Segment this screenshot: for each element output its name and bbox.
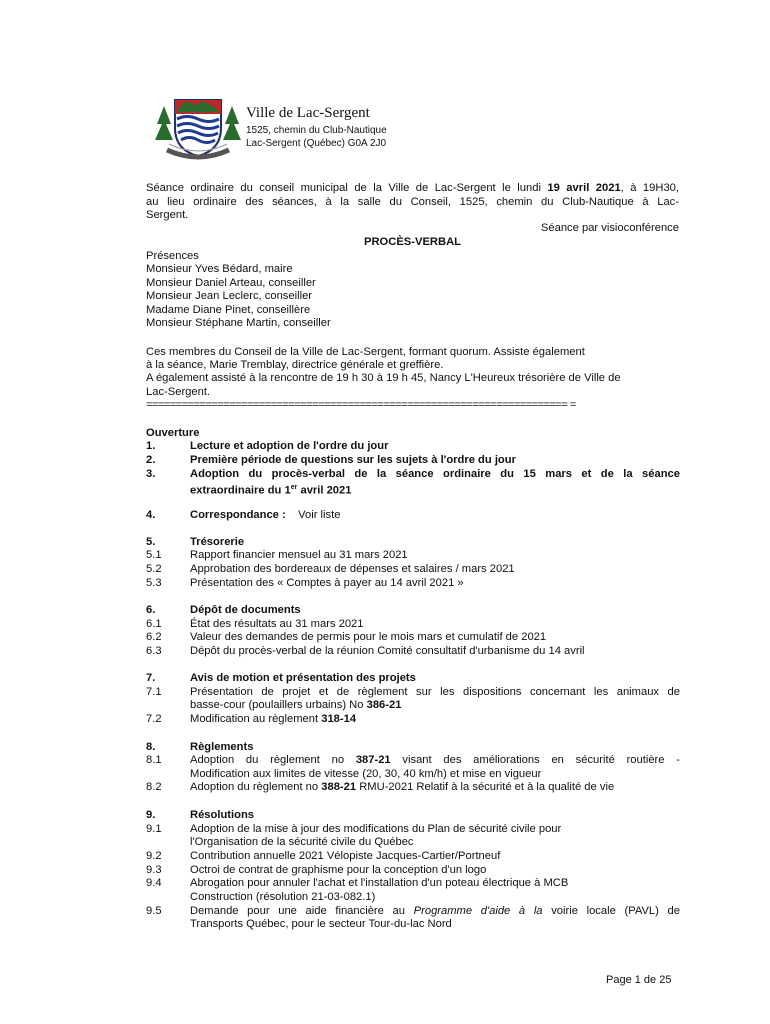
right-tree-icon	[223, 106, 241, 140]
agenda-item-cont: Transports Québec, pour le secteur Tour-du-lac Nord	[190, 918, 452, 930]
member: Monsieur Jean Leclerc, conseiller	[146, 290, 313, 302]
agenda-item: Première période de questions sur les sujets à l'ordre du jour	[190, 454, 516, 466]
member: Madame Diane Pinet, conseillère	[146, 304, 311, 316]
city-logo	[155, 92, 241, 164]
agenda-item: Adoption du règlement no 387-21 visant des améliorations en sécurité routière -	[190, 754, 680, 766]
item-number: 5.3	[146, 577, 162, 589]
agenda-item: Adoption du règlement no 388-21 RMU-2021 Relatif à la sécurité et à la qualité de vie	[190, 781, 615, 793]
agenda-item: Octroi de contrat de graphisme pour la conception d'un logo	[190, 864, 487, 876]
member: Monsieur Yves Bédard, maire	[146, 263, 293, 275]
quorum-line-2: à la séance, Marie Tremblay, directrice générale et greffière.	[146, 359, 444, 371]
agenda-item: Lecture et adoption de l'ordre du jour	[190, 440, 389, 452]
doc-title: PROCÈS-VERBAL	[364, 236, 461, 248]
agenda-item: Demande pour une aide financière au Programme d'aide à la voirie locale (PAVL) de	[190, 905, 680, 917]
item-number: 6.1	[146, 618, 162, 630]
quorum-line-4: Lac-Sergent.	[146, 386, 211, 398]
item-number: 2.	[146, 454, 156, 466]
agenda-item: Modification au règlement 318-14	[190, 713, 357, 725]
item-number: 9.5	[146, 905, 162, 917]
item-number: 7.2	[146, 713, 162, 725]
item-number: 6.2	[146, 631, 162, 643]
agenda-item: Contribution annuelle 2021 Vélopiste Jacques-Cartier/Portneuf	[190, 850, 501, 862]
visio-note: Séance par visioconférence	[540, 222, 679, 234]
agenda-item-cont: Construction (résolution 21-03-082.1)	[190, 891, 376, 903]
agenda-item: Abrogation pour annuler l'achat et l'installation d'un poteau électrique à MCB	[190, 877, 569, 889]
agenda-item-cont: Modification aux limites de vitesse (20, 30, 40 km/h) et mise en vigueur	[190, 768, 542, 780]
item-number: 9.4	[146, 877, 162, 889]
separator: ======================================================================= =	[146, 399, 576, 411]
item-number: 9.	[146, 809, 156, 821]
item-number: 6.	[146, 604, 156, 616]
item-number: 1.	[146, 440, 156, 452]
agenda-item: Valeur des demandes de permis pour le mois mars et cumulatif de 2021	[190, 631, 547, 643]
agenda-item: Correspondance : Voir liste	[190, 509, 341, 521]
section-heading: Règlements	[190, 741, 254, 753]
agenda-item-cont: extraordinaire du 1er avril 2021	[190, 484, 352, 497]
page-number: Page 1 de 25	[606, 974, 672, 986]
address-line-1: 1525, chemin du Club-Nautique	[246, 125, 387, 136]
agenda-item: Dépôt du procès-verbal de la réunion Comité consultatif d'urbanisme du 14 avril	[190, 645, 585, 657]
presences-title: Présences	[146, 250, 199, 262]
item-number: 9.2	[146, 850, 162, 862]
intro-line-3: Sergent.	[146, 209, 189, 221]
agenda-item: Présentation de projet et de règlement sur les dispositions concernant les animaux de	[190, 686, 680, 698]
agenda-item: Adoption du procès-verbal de la séance ordinaire du 15 mars et de la séance	[190, 468, 680, 480]
item-number: 6.3	[146, 645, 162, 657]
agenda-item-cont: l'Organisation de la sécurité civile du Québec	[190, 836, 414, 848]
item-number: 4.	[146, 509, 156, 521]
quorum-line-3: A également assisté à la rencontre de 19 h 30 à 19 h 45, Nancy L'Heureux trésorière de Ville de	[146, 372, 621, 384]
intro-line-1: Séance ordinaire du conseil municipal de la Ville de Lac-Sergent le lundi 19 avril 2021, à 19H30,	[146, 182, 680, 194]
section-ouverture: Ouverture	[146, 427, 200, 439]
item-number: 9.1	[146, 823, 162, 835]
quorum-line-1: Ces membres du Conseil de la Ville de Lac-Sergent, formant quorum. Assiste également	[146, 346, 585, 358]
item-number: 3.	[146, 468, 156, 480]
item-number: 5.	[146, 536, 156, 548]
agenda-item: Rapport financier mensuel au 31 mars 2021	[190, 549, 408, 561]
section-heading: Résolutions	[190, 809, 255, 821]
item-number: 8.	[146, 741, 156, 753]
item-number: 7.	[146, 672, 156, 684]
item-number: 5.1	[146, 549, 162, 561]
section-heading: Trésorerie	[190, 536, 245, 548]
agenda-item: Présentation des « Comptes à payer au 14 avril 2021 »	[190, 577, 464, 589]
member: Monsieur Daniel Arteau, conseiller	[146, 277, 316, 289]
agenda-item: Approbation des bordereaux de dépenses et salaires / mars 2021	[190, 563, 515, 575]
item-number: 7.1	[146, 686, 162, 698]
item-number: 8.1	[146, 754, 162, 766]
item-number: 8.2	[146, 781, 162, 793]
member: Monsieur Stéphane Martin, conseiller	[146, 317, 331, 329]
left-tree-icon	[155, 106, 173, 140]
item-number: 5.2	[146, 563, 162, 575]
agenda-item-cont: basse-cour (poulaillers urbains) No 386-21	[190, 699, 402, 711]
agenda-item: Adoption de la mise à jour des modifications du Plan de sécurité civile pour	[190, 823, 562, 835]
agenda-item: État des résultats au 31 mars 2021	[190, 618, 364, 630]
intro-line-2: au lieu ordinaire des séances, à la salle du Conseil, 1525, chemin du Club-Nautique à Lac-	[146, 196, 679, 208]
section-heading: Avis de motion et présentation des projets	[190, 672, 416, 684]
section-heading: Dépôt de documents	[190, 604, 301, 616]
city-name: Ville de Lac-Sergent	[246, 105, 370, 121]
address-line-2: Lac-Sergent (Québec) G0A 2J0	[246, 138, 387, 149]
item-number: 9.3	[146, 864, 162, 876]
